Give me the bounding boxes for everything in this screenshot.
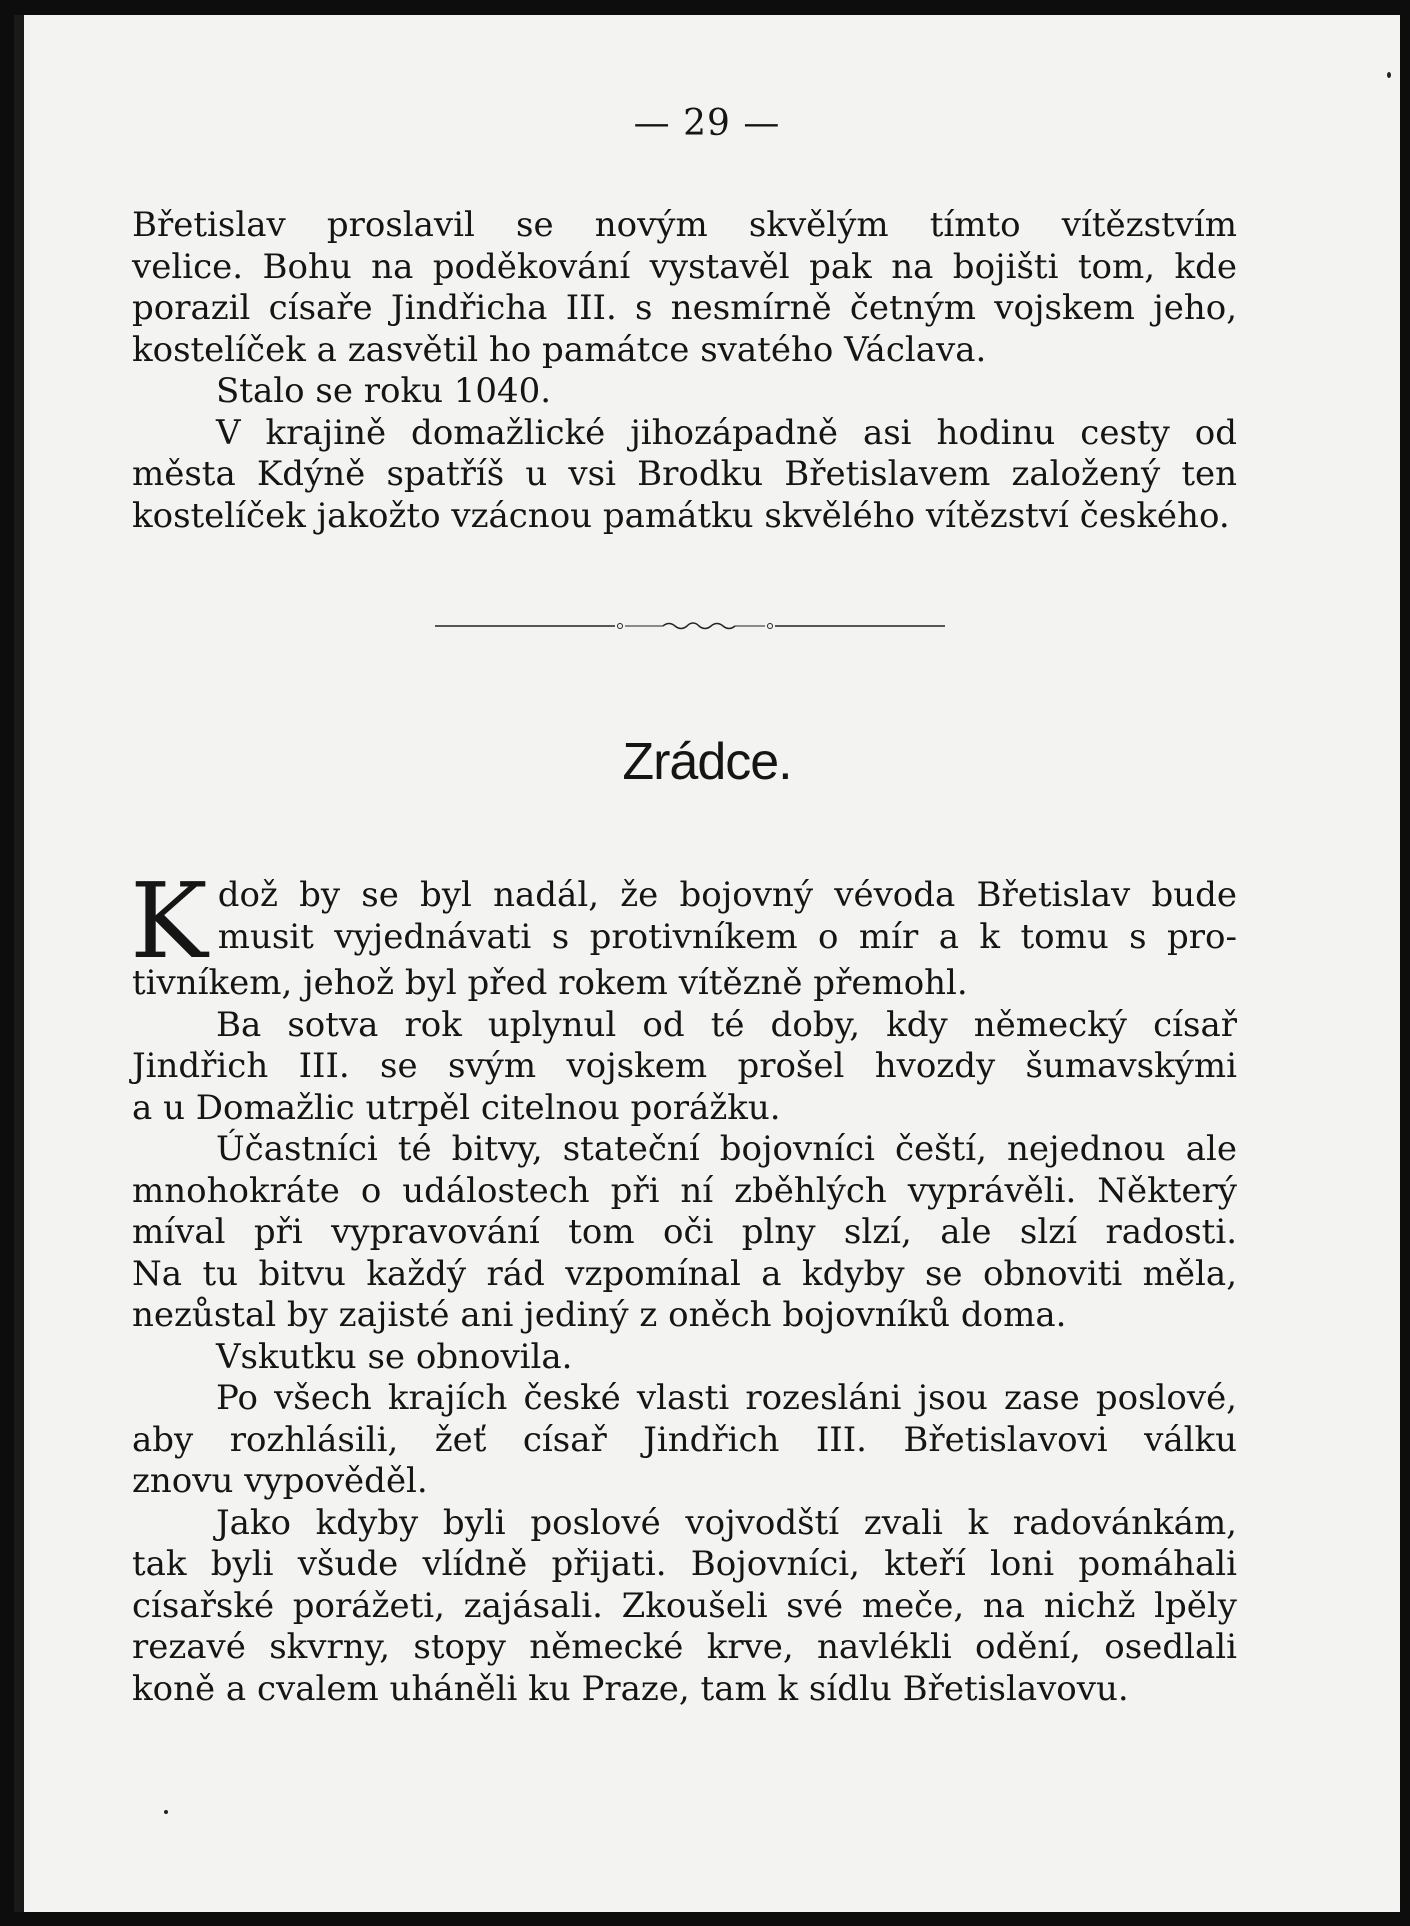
text-line: tivníkem, jehož byl před rokem vítězně přemohl. xyxy=(132,963,968,1003)
paragraph xyxy=(132,413,1237,538)
drop-cap: K xyxy=(130,860,208,982)
text-line: Ba sotva rok uplynul od té doby, kdy německý císař xyxy=(216,1004,1237,1045)
paragraph xyxy=(132,205,1237,371)
paragraph xyxy=(132,1378,1237,1503)
paragraph xyxy=(132,371,1237,413)
text-line: Jindřich III. se svým vojskem prošel hvozdy šumavskými xyxy=(132,1046,1237,1086)
text-line: císařské porážeti, zajásali. Zkoušeli své meče, na nichž lpěly xyxy=(132,1585,1237,1626)
text-line: mnohokráte o událostech při ní zběhlých vyprávěli. Některý xyxy=(132,1170,1237,1211)
text-line: koně a cvalem uháněli ku Praze, tam k sídlu Břetislavovu. xyxy=(132,1668,1129,1709)
text-line: V krajině domažlické jihozápadně asi hodinu cesty od xyxy=(216,412,1237,453)
text-line: kostelíček jakožto vzácnou památku skvělého vítězství českého. xyxy=(132,495,1230,536)
intro-text xyxy=(132,205,1237,537)
chapter-title: Zrádce. xyxy=(622,733,792,791)
text-line: míval při vypravování tom oči plny slzí, ale slzí radosti. xyxy=(132,1212,1237,1252)
ornamental-divider xyxy=(435,620,945,632)
text-line: Vskutku se obnovila. xyxy=(216,1336,573,1377)
chapter-text xyxy=(130,860,1237,1710)
text-line: znovu vypověděl. xyxy=(132,1461,428,1501)
text-line: Účastníci té bitvy, stateční bojovníci čeští, nejednou ale xyxy=(216,1129,1237,1169)
text-line: a u Domažlic utrpěl citelnou porážku. xyxy=(132,1087,781,1128)
opening-paragraph xyxy=(130,860,1237,1005)
scan-speck xyxy=(1387,72,1391,78)
text-line: porazil císaře Jindřicha III. s nesmírně četným vojskem jeho, xyxy=(132,288,1237,328)
text-line: Břetislav proslavil se novým skvělým tímto vítězstvím xyxy=(132,205,1237,245)
book-page xyxy=(14,15,1400,1912)
text-line: Jako kdyby byli poslové vojvodští zvali k radovánkám, xyxy=(216,1502,1237,1543)
page-number: — 29 — xyxy=(633,103,781,144)
text-line: nezůstal by zajisté ani jediný z oněch bojovníků doma. xyxy=(132,1295,1067,1335)
text-line: Stalo se roku 1040. xyxy=(216,371,552,411)
text-line: musit vyjednávati s protivníkem o mír a k tomu s pro- xyxy=(217,916,1237,957)
text-line: tak byli všude vlídně přijati. Bojovníci, kteří loni pomáhali xyxy=(132,1544,1237,1584)
paragraph xyxy=(132,1503,1237,1711)
paragraph xyxy=(132,1337,1237,1379)
paragraph xyxy=(132,1129,1237,1337)
paragraph xyxy=(132,1005,1237,1130)
text-line: velice. Bohu na poděkování vystavěl pak na bojišti tom, kde xyxy=(132,246,1237,287)
text-line: rezavé skvrny, stopy německé krve, navlékli odění, osedlali xyxy=(132,1627,1237,1667)
text-line: města Kdýně spatříš u vsi Brodku Břetislavem založený ten xyxy=(132,454,1237,494)
text-line: dož by se byl nadál, že bojovný vévoda Břetislav bude xyxy=(217,875,1237,915)
text-line: kostelíček a zasvětil ho památce svatého Václava. xyxy=(132,329,987,370)
scan-speck xyxy=(164,1810,168,1814)
text-line: Na tu bitvu každý rád vzpomínal a kdyby se obnoviti měla, xyxy=(132,1253,1237,1294)
text-line: Po všech krajích české vlasti rozesláni jsou zase poslové, xyxy=(216,1378,1237,1418)
scan-edge xyxy=(14,15,24,1912)
text-line: aby rozhlásili, žeť císař Jindřich III. Břetislavovi válku xyxy=(132,1419,1237,1460)
